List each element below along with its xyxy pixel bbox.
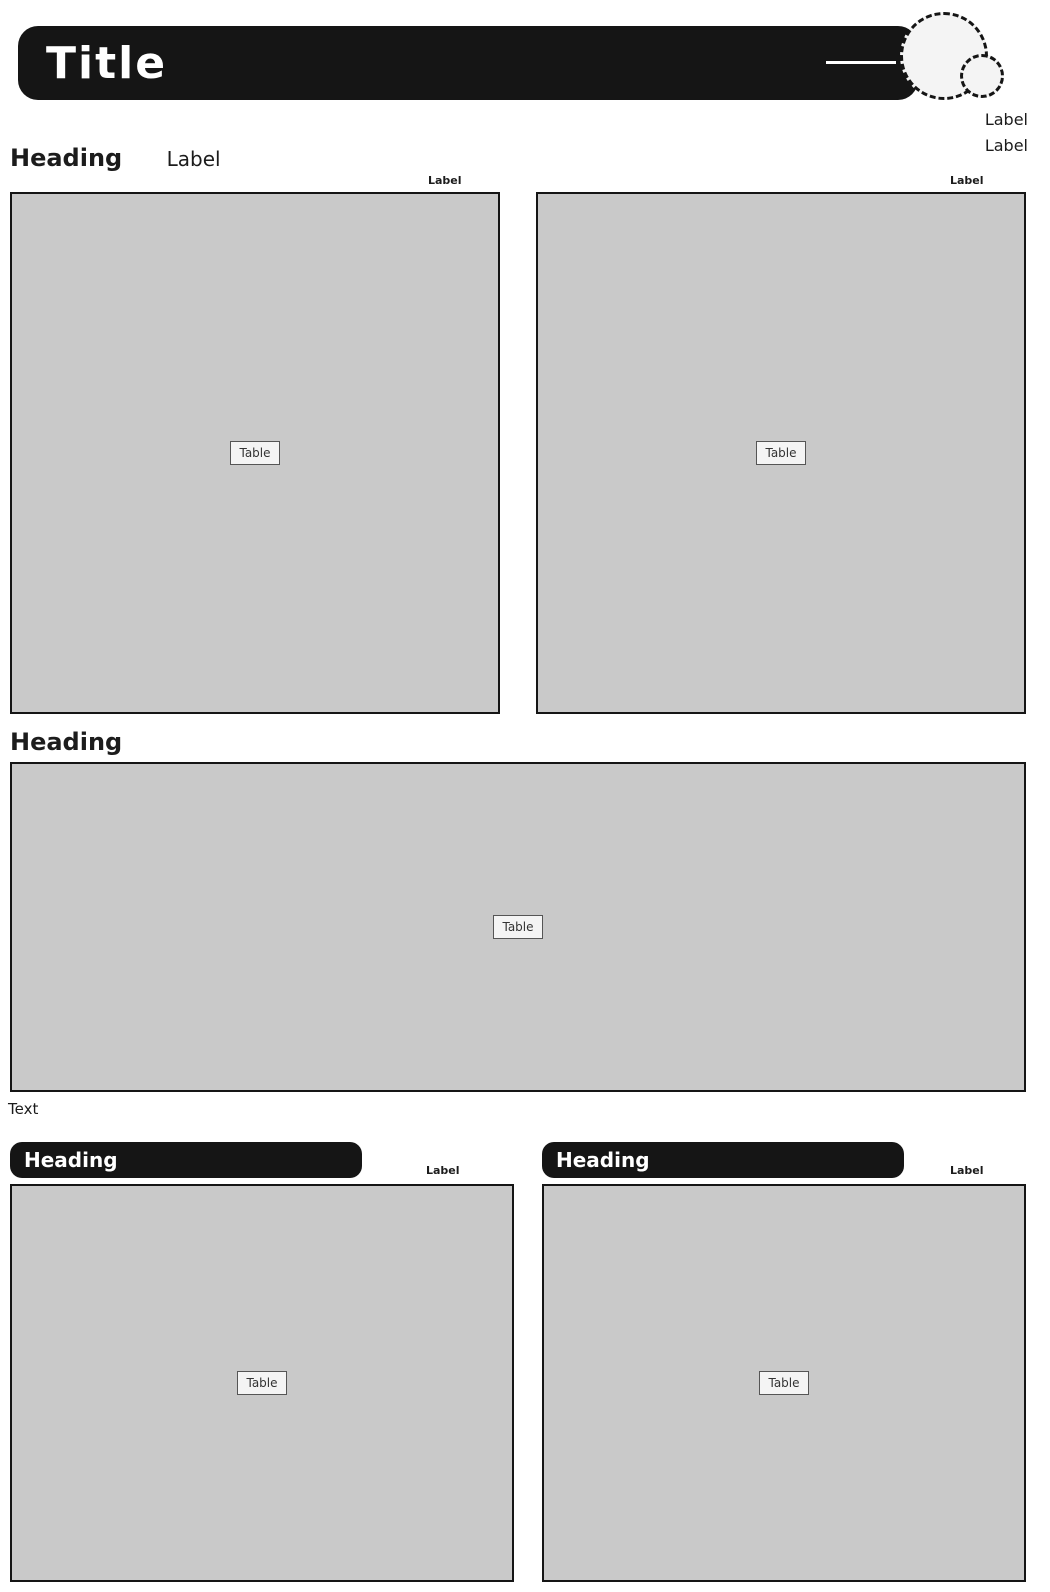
flat-bar-table-left [10, 192, 500, 714]
cold-tolerance-table-label: Table [493, 915, 542, 939]
hot-tolerance-table [10, 1184, 514, 1582]
flat-bar-heading [10, 144, 221, 172]
unit-note-hot: Label [426, 1164, 460, 1177]
unit-note-left: Label [428, 174, 462, 187]
flat-bar-heading-text: Heading [10, 144, 123, 172]
hot-tolerance-heading [10, 1142, 362, 1178]
shape-tolerance-table [542, 1184, 1026, 1582]
footnote: Text [8, 1100, 39, 1118]
shape-tolerance-heading [542, 1142, 904, 1178]
unit-note-right: Label [950, 174, 984, 187]
hot-tolerance-table-label: Table [237, 1371, 286, 1395]
flat-bar-table-right-label: Table [756, 441, 805, 465]
hot-tolerance-heading-text: Heading [24, 1148, 118, 1172]
banner-rule [826, 61, 896, 64]
shape-tolerance-heading-text: Heading [556, 1148, 650, 1172]
page-banner [18, 26, 918, 100]
cold-tolerance-heading: Heading [10, 728, 123, 756]
gear-icon-small [960, 54, 1004, 98]
unit-note-shape: Label [950, 1164, 984, 1177]
legend-line-2: Label [984, 136, 1028, 155]
flat-bar-table-right [536, 192, 1026, 714]
banner-title: Title [46, 37, 168, 89]
shape-tolerance-table-label: Table [759, 1371, 808, 1395]
legend-line-1: Label [984, 110, 1028, 129]
flat-bar-grade: Label [166, 147, 221, 171]
flat-bar-table-left-label: Table [230, 441, 279, 465]
cold-tolerance-table [10, 762, 1026, 1092]
